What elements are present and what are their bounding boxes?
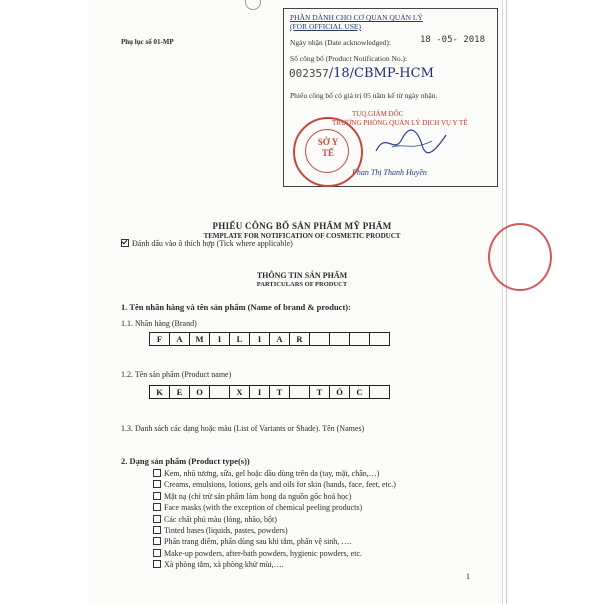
particulars-title: THÔNG TIN SẢN PHẨM (256, 271, 348, 280)
document-title: PHIẾU CÔNG BỐ SẢN PHẨM MỸ PHẨM (212, 221, 392, 231)
checkbox-icon (153, 515, 161, 523)
brand-cell: R (289, 332, 310, 346)
product-name-grid (150, 386, 390, 399)
official-stamp (293, 117, 363, 187)
page-edge-line (506, 0, 507, 604)
checkbox-icon (153, 560, 161, 568)
product-type-label: Mặt nạ (chỉ trừ sản phẩm làm bong da nguồn gốc hoá học) (164, 491, 352, 501)
product-name-cell: E (169, 385, 190, 399)
document-title-en: TEMPLATE FOR NOTIFICATION OF COSMETIC PRODUCT (203, 232, 401, 240)
checkbox-icon (153, 480, 161, 488)
signatory-title: TUQ.GIÁM ĐỐC (352, 110, 404, 118)
product-name-cell (289, 385, 310, 399)
brand-cell: A (269, 332, 290, 346)
product-type-label: Face masks (with the exception of chemical peeling products) (164, 503, 363, 513)
product-name-cell: X (229, 385, 250, 399)
signer-name: Phan Thị Thanh Huyền (352, 168, 427, 177)
notification-number-value (289, 66, 434, 81)
page-number: 1 (466, 572, 470, 581)
tick-instruction-text: Đánh dấu vào ô thích hợp (Tick where applicable) (132, 239, 293, 248)
brand-cell: A (169, 332, 190, 346)
brand-cell: I (249, 332, 270, 346)
product-name-label: 1.2. Tên sản phẩm (Product name) (121, 370, 232, 379)
section1-heading: 1. Tên nhãn hàng và tên sản phẩm (Name of brand & product): (121, 302, 351, 312)
checkbox-icon (153, 537, 161, 545)
checkbox-icon (153, 526, 161, 534)
product-type-label: Xà phòng tắm, xà phòng khử mùi,…. (164, 560, 284, 570)
brand-cell: F (149, 332, 170, 346)
notification-number-suffix: /18/CBMP-HCM (328, 66, 434, 81)
product-name-cell: Ó (329, 385, 350, 399)
product-type-item (153, 479, 396, 490)
product-type-item (153, 502, 396, 513)
product-type-item (153, 514, 396, 525)
product-name-cell: T (269, 385, 290, 399)
checkbox-icon (153, 549, 161, 557)
product-name-cell (209, 385, 230, 399)
brand-label: 1.1. Nhãn hàng (Brand) (121, 319, 197, 328)
product-type-label: Tinted bases (liquids, pastes, powders) (164, 526, 288, 536)
tick-instruction (121, 238, 293, 248)
official-use-title-en: (FOR OFFICIAL USE) (290, 22, 361, 31)
date-acknowledged-label: Ngày nhận (Date acknowledged): (290, 38, 392, 47)
product-type-label: Các chất phủ màu (lỏng, nhão, bột) (164, 514, 277, 524)
brand-cell: I (209, 332, 230, 346)
brand-cell (369, 332, 390, 346)
checkbox-icon (153, 469, 161, 477)
product-name-cell: K (149, 385, 170, 399)
checkbox-icon (153, 503, 161, 511)
variants-label: 1.3. Danh sách các dạng hoặc màu (List of Variants or Shade). Tên (Names) (121, 424, 365, 433)
form-code: Phụ lục số 01-MP (121, 38, 174, 46)
product-type-label: Phấn trang điểm, phấn dùng sau khi tắm, phấn vệ sinh, …. (164, 537, 352, 547)
notification-number-prefix: 002357 (289, 67, 329, 80)
product-type-item (153, 491, 396, 502)
product-type-label: Kem, nhũ tương, sữa, gel hoặc dầu dùng trên da (tay, mặt, chân,…) (164, 469, 380, 478)
product-type-label: Creams, emulsions, lotions, gels and oils for skin (hands, face, feet, etc.) (164, 480, 396, 490)
scan-margin (504, 0, 604, 604)
product-name-cell: T (309, 385, 330, 399)
checkbox-icon (121, 239, 129, 247)
product-name-cell: C (349, 385, 370, 399)
product-type-item (153, 525, 396, 536)
brand-cell (349, 332, 370, 346)
product-name-cell (369, 385, 390, 399)
product-type-item (153, 548, 396, 559)
official-use-title: PHẦN DÀNH CHO CƠ QUAN QUẢN LÝ (290, 13, 423, 22)
product-type-item (153, 468, 396, 479)
brand-cell (309, 332, 330, 346)
product-name-cell: I (249, 385, 270, 399)
brand-cell: M (189, 332, 210, 346)
particulars-title-en: PARTICULARS OF PRODUCT (256, 281, 348, 288)
brand-cell (329, 332, 350, 346)
signature-scribble (372, 125, 452, 161)
product-name-cell: O (189, 385, 210, 399)
product-type-list (153, 468, 396, 571)
section2-heading: 2. Dạng sản phẩm (Product type(s)) (121, 456, 250, 466)
checkbox-icon (153, 492, 161, 500)
product-type-item (153, 559, 396, 570)
product-type-label: Make-up powders, after-bath powders, hygienic powders, etc. (164, 548, 362, 558)
date-acknowledged-value: 18 -05- 2018 (420, 35, 486, 45)
signatory-department: TRƯỞNG PHÒNG QUẢN LÝ DỊCH VỤ Y TẾ (332, 119, 468, 127)
brand-cell: L (229, 332, 250, 346)
stamp-text: SỞ Y TẾ (317, 137, 339, 158)
brand-grid (150, 333, 390, 346)
notification-number-label: Số công bố (Product Notification No.): (290, 54, 408, 63)
validity-note: Phiếu công bố có giá trị 05 năm kể từ ngày nhận. (290, 91, 438, 100)
product-type-item (153, 536, 396, 547)
